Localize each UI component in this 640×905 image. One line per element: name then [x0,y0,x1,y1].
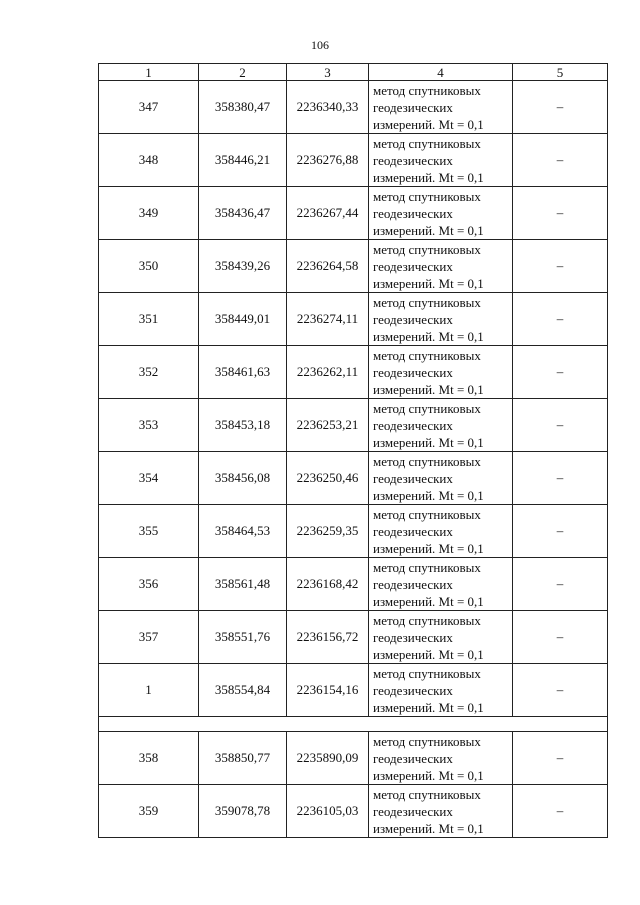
method-line: измерений. Mt = 0,1 [373,169,484,185]
method-cell [369,664,513,717]
y-coordinate-cell: 2236156,72 [287,611,369,664]
table-row [99,399,608,452]
method-cell [369,785,513,838]
y-coordinate-cell: 2236267,44 [287,187,369,240]
page-number: 106 [311,38,329,52]
point-number-cell: 349 [99,187,199,240]
method-line: геодезических [373,205,453,221]
method-line: геодезических [373,750,453,766]
point-number-cell: 354 [99,452,199,505]
y-coordinate-cell: 2236276,88 [287,134,369,187]
point-number-cell: 358 [99,732,199,785]
method-line: метод спутниковых [373,733,481,749]
x-coordinate-cell: 359078,78 [199,785,287,838]
y-coordinate-cell: 2236250,46 [287,452,369,505]
method-cell [369,81,513,134]
header-col-1: 1 [99,64,199,81]
method-cell [369,240,513,293]
x-coordinate-cell: 358464,53 [199,505,287,558]
method-line: геодезических [373,470,453,486]
method-line: метод спутниковых [373,453,481,469]
method-line: геодезических [373,152,453,168]
header-col-5: 5 [513,64,608,81]
method-line: геодезических [373,417,453,433]
column-5-cell: – [513,187,608,240]
column-5-cell: – [513,505,608,558]
header-row [99,64,608,81]
column-5-cell: – [513,558,608,611]
table-row [99,664,608,717]
method-line: геодезических [373,803,453,819]
method-cell [369,611,513,664]
table-body-block-1 [99,81,608,717]
method-line: измерений. Mt = 0,1 [373,646,484,662]
y-coordinate-cell: 2236154,16 [287,664,369,717]
gap-row [99,717,608,732]
method-line: геодезических [373,576,453,592]
method-line: измерений. Mt = 0,1 [373,275,484,291]
method-line: измерений. Mt = 0,1 [373,487,484,503]
y-coordinate-cell: 2236259,35 [287,505,369,558]
method-line: метод спутниковых [373,188,481,204]
y-coordinate-cell: 2236264,58 [287,240,369,293]
method-line: измерений. Mt = 0,1 [373,116,484,132]
method-line: метод спутниковых [373,506,481,522]
method-line: измерений. Mt = 0,1 [373,328,484,344]
method-line: измерений. Mt = 0,1 [373,381,484,397]
y-coordinate-cell: 2236274,11 [287,293,369,346]
method-line: измерений. Mt = 0,1 [373,767,484,783]
table-row [99,293,608,346]
column-5-cell: – [513,346,608,399]
method-line: геодезических [373,311,453,327]
table-row [99,732,608,785]
point-number-cell: 348 [99,134,199,187]
method-cell [369,452,513,505]
y-coordinate-cell: 2236105,03 [287,785,369,838]
method-line: геодезических [373,682,453,698]
table-row [99,187,608,240]
column-5-cell: – [513,611,608,664]
method-cell [369,399,513,452]
y-coordinate-cell: 2236340,33 [287,81,369,134]
column-5-cell: – [513,134,608,187]
table-row [99,240,608,293]
method-line: измерений. Mt = 0,1 [373,434,484,450]
method-line: метод спутниковых [373,294,481,310]
point-number-cell: 351 [99,293,199,346]
x-coordinate-cell: 358561,48 [199,558,287,611]
table-body-block-2 [99,732,608,838]
point-number-cell: 356 [99,558,199,611]
method-line: геодезических [373,523,453,539]
method-line: метод спутниковых [373,786,481,802]
table-row [99,505,608,558]
table-row [99,134,608,187]
method-line: метод спутниковых [373,241,481,257]
coordinates-table [98,63,608,838]
header-col-4: 4 [369,64,513,81]
method-cell [369,732,513,785]
point-number-cell: 353 [99,399,199,452]
y-coordinate-cell: 2236262,11 [287,346,369,399]
method-line: геодезических [373,99,453,115]
point-number-cell: 355 [99,505,199,558]
method-line: геодезических [373,629,453,645]
table-gap [99,717,608,732]
y-coordinate-cell: 2236253,21 [287,399,369,452]
method-line: метод спутниковых [373,135,481,151]
column-5-cell: – [513,399,608,452]
column-5-cell: – [513,785,608,838]
method-line: метод спутниковых [373,82,481,98]
point-number-cell: 359 [99,785,199,838]
method-cell [369,187,513,240]
table-row [99,785,608,838]
x-coordinate-cell: 358850,77 [199,732,287,785]
method-cell [369,346,513,399]
method-cell [369,293,513,346]
x-coordinate-cell: 358449,01 [199,293,287,346]
column-5-cell: – [513,452,608,505]
column-5-cell: – [513,293,608,346]
method-line: метод спутниковых [373,665,481,681]
point-number-cell: 357 [99,611,199,664]
header-col-3: 3 [287,64,369,81]
x-coordinate-cell: 358453,18 [199,399,287,452]
point-number-cell: 347 [99,81,199,134]
x-coordinate-cell: 358461,63 [199,346,287,399]
point-number-cell: 350 [99,240,199,293]
method-line: измерений. Mt = 0,1 [373,593,484,609]
method-line: метод спутниковых [373,400,481,416]
table-row [99,346,608,399]
method-line: измерений. Mt = 0,1 [373,222,484,238]
table-row [99,558,608,611]
point-number-cell: 1 [99,664,199,717]
method-cell [369,505,513,558]
method-cell [369,134,513,187]
method-line: геодезических [373,258,453,274]
method-line: измерений. Mt = 0,1 [373,540,484,556]
table-row [99,611,608,664]
table-row [99,452,608,505]
header-col-2: 2 [199,64,287,81]
x-coordinate-cell: 358554,84 [199,664,287,717]
column-5-cell: – [513,664,608,717]
x-coordinate-cell: 358436,47 [199,187,287,240]
gap-cell [99,717,608,732]
method-line: геодезических [373,364,453,380]
y-coordinate-cell: 2235890,09 [287,732,369,785]
method-line: измерений. Mt = 0,1 [373,699,484,715]
column-5-cell: – [513,732,608,785]
x-coordinate-cell: 358439,26 [199,240,287,293]
column-5-cell: – [513,240,608,293]
y-coordinate-cell: 2236168,42 [287,558,369,611]
x-coordinate-cell: 358446,21 [199,134,287,187]
table-row [99,81,608,134]
column-5-cell: – [513,81,608,134]
method-line: измерений. Mt = 0,1 [373,820,484,836]
method-cell [369,558,513,611]
method-line: метод спутниковых [373,612,481,628]
method-line: метод спутниковых [373,559,481,575]
method-line: метод спутниковых [373,347,481,363]
point-number-cell: 352 [99,346,199,399]
x-coordinate-cell: 358551,76 [199,611,287,664]
x-coordinate-cell: 358380,47 [199,81,287,134]
x-coordinate-cell: 358456,08 [199,452,287,505]
